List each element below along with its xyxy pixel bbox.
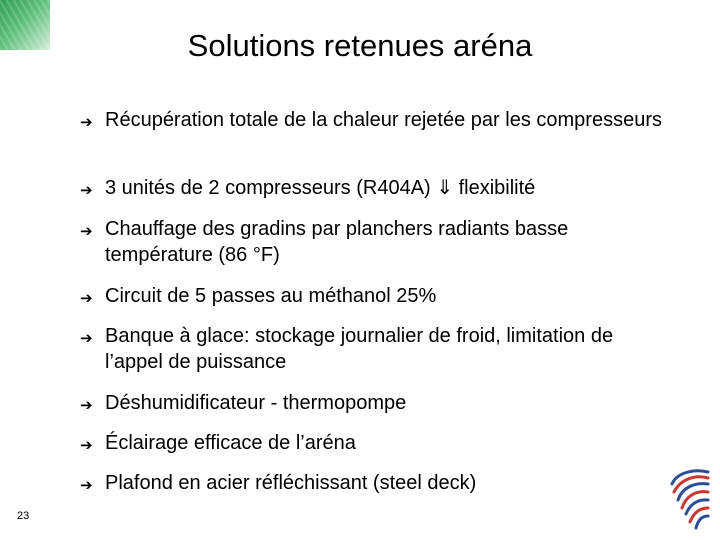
arrow-bullet-icon: ➔ [80, 289, 93, 307]
arrow-bullet-icon: ➔ [80, 476, 93, 494]
swirl-logo [664, 466, 712, 530]
bullet-item [80, 470, 705, 496]
bullet-text: Plafond en acier réfléchissant (steel deck) [105, 472, 477, 494]
arrow-bullet-icon: ➔ [80, 181, 93, 199]
bullet-item [80, 175, 705, 201]
bullet-item [80, 283, 705, 309]
arrow-bullet-icon: ➔ [80, 329, 93, 347]
bullet-text: Récupération totale de la chaleur rejetée par les compresseurs [105, 109, 662, 131]
bullet-item [80, 390, 705, 416]
bullet-text: 3 unités de 2 compresseurs (R404A) ⇓ flexibilité [105, 177, 536, 199]
bullet-text: Déshumidificateur - thermopompe [105, 392, 407, 414]
bullet-item [80, 323, 625, 375]
bullet-text: Éclairage efficace de l’aréna [105, 432, 356, 454]
bullet-text: Chauffage des gradins par planchers radiants basse température (86 °F) [105, 218, 569, 266]
bullet-text: Banque à glace: stockage journalier de froid, limitation de l’appel de puissance [105, 325, 614, 373]
page-number: 23 [17, 510, 30, 522]
bullet-text: Circuit de 5 passes au méthanol 25% [105, 285, 437, 307]
arrow-bullet-icon: ➔ [80, 436, 93, 454]
arrow-bullet-icon: ➔ [80, 222, 93, 240]
arrow-bullet-icon: ➔ [80, 113, 93, 131]
slide-title: Solutions retenues aréna [187, 28, 533, 63]
bullet-item [80, 216, 625, 268]
bullet-item [80, 107, 665, 133]
arrow-bullet-icon: ➔ [80, 396, 93, 414]
bullet-item [80, 430, 705, 456]
